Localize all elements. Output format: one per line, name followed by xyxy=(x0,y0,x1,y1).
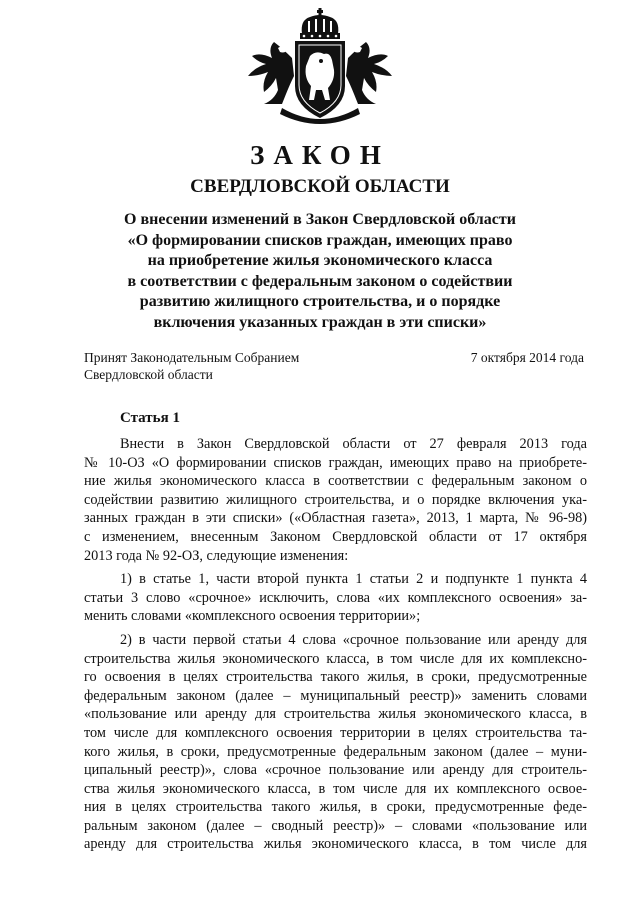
law-heading: ЗАКОН xyxy=(250,140,390,170)
adoption-date: 7 октября 2014 года xyxy=(470,350,584,365)
text-line: ральным законом (далее – сводный реестр)» – словами «пользование или xyxy=(84,817,587,834)
paragraph xyxy=(84,435,587,565)
region-heading: СВЕРДЛОВСКОЙ ОБЛАСТИ xyxy=(190,176,450,197)
text-line: аренду для строительства жилья экономического класса, в том числе для xyxy=(84,836,587,853)
article-body xyxy=(84,435,587,854)
text-line: федеральным законом (далее – муниципальный реестр)» заменить словами xyxy=(84,687,587,704)
text-line: кого жилья, в сроки, предусмотренные федеральным законом (далее – муни- xyxy=(84,743,587,760)
text-line: № 10-ОЗ «О формировании списков граждан, имеющих право на приобрете- xyxy=(84,454,587,471)
adopted-by xyxy=(84,349,299,383)
text-line: ния в целях строительства такого жилья, в сроки, предусмотренные феде- xyxy=(84,799,587,816)
coat-of-arms-icon xyxy=(238,8,402,130)
title-line: развитию жилищного строительства, и о порядке xyxy=(139,293,501,311)
text-line: ципальный реестр)», слова «срочное пользование или аренду для строитель- xyxy=(84,762,587,779)
document-title xyxy=(80,210,560,334)
title-line: на приобретение жилья экономического класса xyxy=(147,252,493,270)
text-line: «пользование или аренду для строительства жилья экономического класса, в xyxy=(84,706,587,723)
title-line: О внесении изменений в Закон Свердловской области xyxy=(124,211,516,228)
text-line: ние жилья экономического класса в соответствии с федеральным законом о xyxy=(84,473,587,490)
title-line: включения указанных граждан в эти списки» xyxy=(153,313,487,331)
text-line: строительства жилья экономического класса, в том числе для их комплексно- xyxy=(84,650,587,667)
text-line: 1) в статье 1, части второй пункта 1 статьи 2 и подпункте 1 пункта 4 xyxy=(120,571,587,588)
text-line: статьи 3 слово «срочное» исключить, слова «их комплексного освоения» за- xyxy=(84,589,587,606)
text-line: го освоения в целях строительства такого жилья, в сроки, предусмотренные xyxy=(84,669,587,686)
paragraph xyxy=(84,631,587,854)
adopted-by-line: Принят Законодательным Собранием xyxy=(84,350,300,365)
text-line: 2013 года № 92-ОЗ, следующие изменения: xyxy=(84,547,349,564)
text-line: содействии развитию жилищного строительства, и о порядке включения ука- xyxy=(84,491,587,508)
text-line: менить словами «комплексного освоения территории»; xyxy=(84,608,421,625)
paragraph xyxy=(84,570,587,626)
text-line: том числе для комплексного освоения территории в целях строительства та- xyxy=(84,724,587,741)
title-line: в соответствии с федеральным законом о содействии xyxy=(127,272,513,290)
text-line: 2) в части первой статьи 4 слова «срочное пользование или аренду для xyxy=(120,631,587,648)
adopted-by-line: Свердловской области xyxy=(84,367,213,382)
title-line: «О формировании списков граждан, имеющих право xyxy=(127,231,513,249)
text-line: с изменением, внесенным Законом Свердловской области от 17 октября xyxy=(84,528,587,545)
text-line: Внести в Закон Свердловской области от 27 февраля 2013 года xyxy=(120,436,587,452)
text-line: занных граждан в эти списки» («Областная газета», 2013, 1 марта, № 96-98) xyxy=(84,510,587,527)
text-line: ства жилья экономического класса, в том числе для их комплексного освое- xyxy=(84,780,587,797)
article-heading: Статья 1 xyxy=(120,410,180,426)
